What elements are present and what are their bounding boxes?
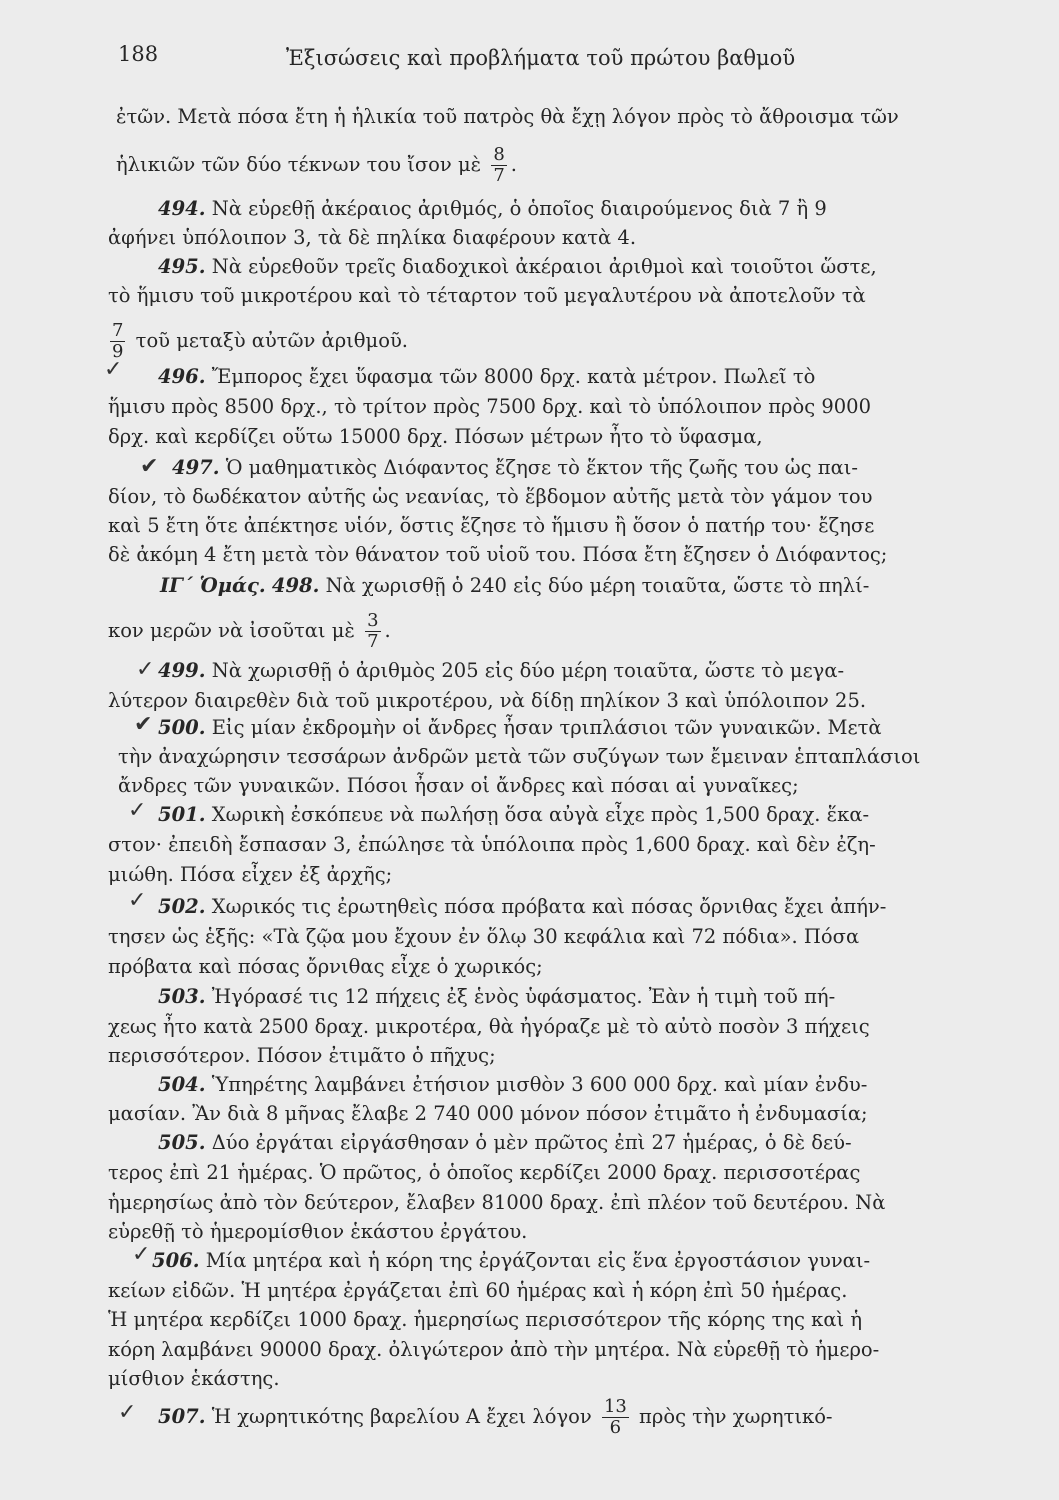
- problem-501-line-1: 501. Χωρικὴ ἐσκόπευε νὰ πωλήσῃ ὅσα αὐγὰ εἶχε πρὸς 1,500 δραχ. ἕκα-: [158, 803, 870, 826]
- problem-503-line-3: περισσότερον. Πόσον ἐτιμᾶτο ὁ πῆχυς;: [108, 1044, 496, 1067]
- problem-495-line-1: 495. Νὰ εὑρεθοῦν τρεῖς διαδοχικοὶ ἀκέραιοι ἀριθμοὶ καὶ τοιοῦτοι ὥστε,: [158, 255, 877, 278]
- problem-497-line-2: δίον, τὸ δωδέκατον αὐτῆς ὡς νεανίας, τὸ ἕβδομον αὐτῆς μετὰ τὸν γάμον του: [108, 485, 873, 508]
- problem-501-line-3: μιώθη. Πόσα εἶχεν ἐξ ἀρχῆς;: [108, 863, 393, 886]
- problem-500-line-2: τὴν ἀναχώρησιν τεσσάρων ἀνδρῶν μετὰ τῶν συζύγων των ἔμειναν ἑπταπλάσιοι: [118, 745, 921, 768]
- running-title: Ἐξισώσεις καὶ προβλήματα τοῦ πρώτου βαθμοῦ: [286, 46, 796, 70]
- problem-499-line-1: 499. Νὰ χωρισθῇ ὁ ἀριθμὸς 205 εἰς δύο μέρη τοιαῦτα, ὥστε τὸ μεγα-: [158, 659, 845, 682]
- problem-500-line-1: 500. Εἰς μίαν ἐκδρομὴν οἱ ἄνδρες ἦσαν τριπλάσιοι τῶν γυναικῶν. Μετὰ: [158, 716, 882, 739]
- fraction-13-6: $\frac{13}{6}$: [603, 1396, 627, 1438]
- problem-495-line-3: $\frac{7}{9}$ τοῦ μεταξὺ αὐτῶν ἀριθμοῦ.: [112, 320, 409, 362]
- problem-494-number: 494.: [158, 197, 206, 220]
- handwritten-tick-icon: ✔: [140, 454, 159, 479]
- problem-496-line-1: 496. Ἔμπορος ἔχει ὕφασμα τῶν 8000 δρχ. κατὰ μέτρον. Πωλεῖ τὸ: [158, 365, 816, 388]
- handwritten-check-icon: ✓: [136, 657, 155, 682]
- handwritten-check-icon: ✓: [132, 1242, 151, 1267]
- problem-496-number: 496.: [158, 365, 206, 388]
- problem-502-line-1: 502. Χωρικός τις ἐρωτηθεὶς πόσα πρόβατα καὶ πόσας ὄρνιθας ἔχει ἀπήν-: [158, 895, 887, 918]
- problem-497-line-1: 497. Ὁ μαθηματικὸς Διόφαντος ἔζησε τὸ ἕκτον τῆς ζωῆς του ὡς παι-: [172, 456, 859, 479]
- problem-501-line-2: στον· ἐπειδὴ ἔσπασαν 3, ἐπώλησε τὰ ὑπόλοιπα πρὸς 1,600 δραχ. καὶ δὲν ἐζη-: [108, 833, 876, 856]
- problem-506-line-2: κείων εἰδῶν. Ἡ μητέρα ἐργάζεται ἐπὶ 60 ἡμέρας καὶ ἡ κόρη ἐπὶ 50 ἡμέρας.: [108, 1279, 848, 1302]
- handwritten-check-icon: ✓: [118, 1400, 137, 1425]
- handwritten-tick-icon: ✔: [134, 712, 153, 737]
- problem-497-number: 497.: [172, 456, 220, 479]
- problem-499-number: 499.: [158, 659, 206, 682]
- problem-497-line-4: δὲ ἀκόμη 4 ἔτη μετὰ τὸν θάνατον τοῦ υἱοῦ του. Πόσα ἔτη ἔζησεν ὁ Διόφαντος;: [108, 543, 888, 566]
- problem-494-line-2: ἀφήνει ὑπόλοιπον 3, τὰ δὲ πηλίκα διαφέρουν κατὰ 4.: [108, 226, 637, 249]
- problem-506-line-3: Ἡ μητέρα κερδίζει 1000 δραχ. ἡμερησίως περισσότερον τῆς κόρης της καὶ ἡ: [108, 1308, 863, 1331]
- handwritten-check-icon: ✓: [104, 357, 123, 382]
- problem-495-line-2: τὸ ἥμισυ τοῦ μικροτέρου καὶ τὸ τέταρτον τοῦ μεγαλυτέρου νὰ ἀποτελοῦν τὰ: [108, 284, 866, 307]
- handwritten-check-icon: ✓: [128, 888, 147, 913]
- problem-500-line-3: ἄνδρες τῶν γυναικῶν. Πόσοι ἦσαν οἱ ἄνδρες καὶ πόσαι αἱ γυναῖκες;: [118, 774, 799, 797]
- problem-503-number: 503.: [158, 985, 206, 1008]
- fraction-7-9: $\frac{7}{9}$: [112, 320, 124, 362]
- fraction-8-7: $\frac{8}{7}$: [493, 144, 505, 186]
- problem-498-line-1: ΙΓ΄ Ὁμάς. 498. Νὰ χωρισθῇ ὁ 240 εἰς δύο μέρη τοιαῦτα, ὥστε τὸ πηλί-: [160, 574, 870, 597]
- problem-502-number: 502.: [158, 895, 206, 918]
- problem-496-line-3: δρχ. καὶ κερδίζει οὕτω 15000 δρχ. Πόσων μέτρων ἦτο τὸ ὕφασμα,: [108, 425, 763, 448]
- problem-505-line-4: εὑρεθῇ τὸ ἡμερομίσθιον ἑκάστου ἐργάτου.: [108, 1220, 528, 1243]
- problem-506-line-5: μίσθιον ἑκάστης.: [108, 1367, 280, 1390]
- problem-498-number: 498.: [271, 574, 320, 597]
- problem-494-line-1: 494. Νὰ εὑρεθῇ ἀκέραιος ἀριθμός, ὁ ὁποῖος διαιρούμενος διὰ 7 ἢ 9: [158, 197, 827, 220]
- page-header: [118, 42, 938, 78]
- problem-506-line-1: 506. Μία μητέρα καὶ ἡ κόρη της ἐργάζονται εἰς ἕνα ἐργοστάσιον γυναι-: [152, 1249, 871, 1272]
- problem-504-line-2: μασίαν. Ἂν διὰ 8 μῆνας ἔλαβε 2 740 000 μόνον πόσον ἐτιμᾶτο ἡ ἐνδυμασία;: [108, 1102, 868, 1125]
- problem-504-number: 504.: [158, 1073, 206, 1096]
- problem-500-number: 500.: [158, 716, 206, 739]
- problem-505-line-2: τερος ἐπὶ 21 ἡμέρας. Ὁ πρῶτος, ὁ ὁποῖος κερδίζει 2000 δραχ. περισσοτέρας: [108, 1161, 861, 1184]
- problem-507-line-1: 507. Ἡ χωρητικότης βαρελίου Α ἔχει λόγον $\frac{13}{6}$ πρὸς τὴν χωρητικό-: [158, 1396, 833, 1438]
- problem-502-line-3: πρόβατα καὶ πόσας ὄρνιθας εἶχε ὁ χωρικός;: [108, 955, 543, 978]
- fraction-3-7: $\frac{3}{7}$: [367, 610, 379, 652]
- problem-496-line-2: ἥμισυ πρὸς 8500 δρχ., τὸ τρίτον πρὸς 7500 δρχ. καὶ τὸ ὑπόλοιπον πρὸς 9000: [108, 395, 871, 418]
- problem-505-line-3: ἡμερησίως ἀπὸ τὸν δεύτερον, ἔλαβεν 81000 δραχ. ἐπὶ πλέον τοῦ δευτέρου. Νὰ: [108, 1191, 886, 1214]
- page-number: 188: [118, 42, 159, 66]
- problem-498-line-2: κον μερῶν νὰ ἰσοῦται μὲ $\frac{3}{7}$ .: [108, 610, 391, 652]
- problem-499-line-2: λύτερον διαιρεθὲν διὰ τοῦ μικροτέρου, νὰ δίδῃ πηλίκον 3 καὶ ὑπόλοιπον 25.: [108, 689, 867, 712]
- problem-505-number: 505.: [158, 1131, 206, 1154]
- problem-503-line-1: 503. Ἠγόρασέ τις 12 πήχεις ἐξ ἑνὸς ὑφάσματος. Ἐὰν ἡ τιμὴ τοῦ πή-: [158, 985, 836, 1008]
- problem-501-number: 501.: [158, 803, 206, 826]
- problem-506-number: 506.: [152, 1249, 200, 1272]
- handwritten-check-icon: ✓: [128, 798, 147, 823]
- problem-505-line-1: 505. Δύο ἐργάται εἰργάσθησαν ὁ μὲν πρῶτος ἐπὶ 27 ἡμέρας, ὁ δὲ δεύ-: [158, 1131, 852, 1154]
- problem-506-line-4: κόρη λαμβάνει 90000 δραχ. ὀλιγώτερον ἀπὸ τὴν μητέρα. Νὰ εὑρεθῇ τὸ ἡμερο-: [108, 1338, 880, 1361]
- problem-504-line-1: 504. Ὑπηρέτης λαμβάνει ἐτήσιον μισθὸν 3 600 000 δρχ. καὶ μίαν ἐνδυ-: [158, 1073, 868, 1096]
- problem-495-number: 495.: [158, 255, 206, 278]
- problem-493-line-2: ἡλικιῶν τῶν δύο τέκνων του ἴσον μὲ $\frac{8}{7}$ .: [116, 144, 517, 186]
- group-heading: ΙΓ΄ Ὁμάς.: [160, 574, 266, 597]
- problem-502-line-2: τησεν ὡς ἑξῆς: «Τὰ ζῷα μου ἔχουν ἐν ὅλῳ 30 κεφάλια καὶ 72 πόδια». Πόσα: [108, 925, 860, 948]
- problem-507-number: 507.: [158, 1405, 206, 1428]
- problem-503-line-2: χεως ἦτο κατὰ 2500 δραχ. μικροτέρα, θὰ ἠγόραζε μὲ τὸ αὐτὸ ποσὸν 3 πήχεις: [108, 1015, 870, 1038]
- problem-497-line-3: καὶ 5 ἔτη ὅτε ἀπέκτησε υἱόν, ὅστις ἔζησε τὸ ἥμισυ ἢ ὅσον ὁ πατήρ του· ἔζησε: [108, 514, 875, 537]
- problem-493-line-1: ἐτῶν. Μετὰ πόσα ἔτη ἡ ἡλικία τοῦ πατρὸς θὰ ἔχῃ λόγον πρὸς τὸ ἄθροισμα τῶν: [116, 105, 899, 128]
